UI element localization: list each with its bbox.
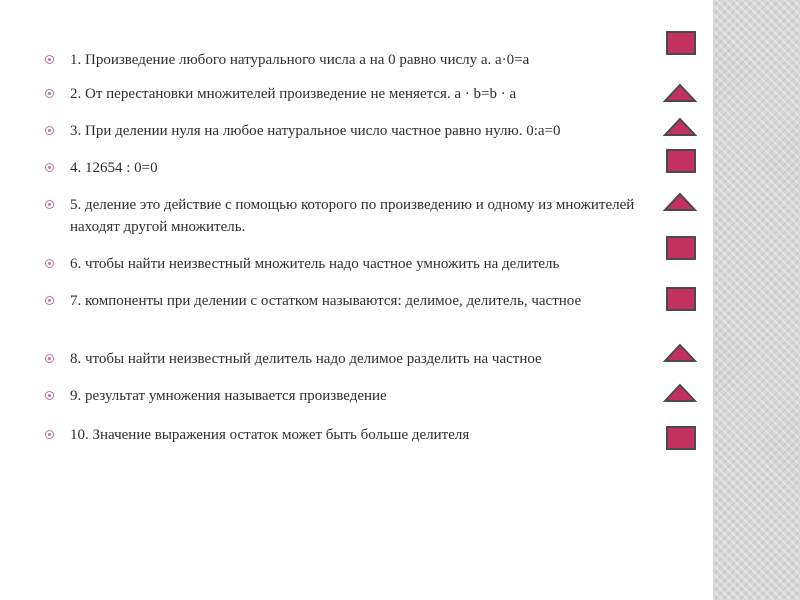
bullet-icon: [45, 126, 54, 135]
statement-text: 12654 : 0=0: [85, 160, 158, 176]
bullet-icon: [45, 296, 54, 305]
statement-number: 10.: [70, 427, 89, 443]
bullet-icon: [45, 200, 54, 209]
square-icon[interactable]: [666, 149, 696, 173]
statement-number: 2.: [70, 86, 82, 102]
square-icon[interactable]: [666, 426, 696, 450]
bullet-icon: [45, 163, 54, 172]
bullet-icon: [45, 89, 54, 98]
triangle-icon[interactable]: [663, 343, 697, 363]
statement-text: Значение выражения остаток может быть больше делителя: [92, 427, 470, 443]
bullet-icon: [45, 354, 54, 363]
statement-text: чтобы найти неизвестный делитель надо делимое разделить на частное: [85, 351, 542, 367]
statement-text: компоненты при делении с остатком называются: делимое, делитель, частное: [85, 293, 582, 309]
statement-number: 5.: [70, 197, 82, 213]
statement-text: Произведение любого натурального числа a на 0 равно числу a. a·0=a: [85, 52, 530, 68]
triangle-icon[interactable]: [663, 192, 697, 212]
statement-text: деление это действие с помощью которого по произведению и одному из множителей находят другой множитель.: [70, 197, 635, 235]
statement-text: чтобы найти неизвестный множитель надо частное умножить на делитель: [85, 256, 560, 272]
statement-number: 1.: [70, 52, 82, 68]
triangle-icon[interactable]: [663, 117, 697, 137]
statement-text: результат умножения называется произведение: [85, 388, 387, 404]
statement-number: 6.: [70, 256, 82, 272]
square-icon[interactable]: [666, 287, 696, 311]
bullet-icon: [45, 391, 54, 400]
statement-number: 4.: [70, 160, 82, 176]
decorative-side-band: [713, 0, 800, 600]
square-icon[interactable]: [666, 31, 696, 55]
bullet-icon: [45, 55, 54, 64]
statement-number: 9.: [70, 388, 82, 404]
square-icon[interactable]: [666, 236, 696, 260]
triangle-icon[interactable]: [663, 83, 697, 103]
statement-number: 8.: [70, 351, 82, 367]
statement-number: 3.: [70, 123, 82, 139]
bullet-icon: [45, 259, 54, 268]
triangle-icon[interactable]: [663, 383, 697, 403]
statement-text: При делении нуля на любое натуральное число частное равно нулю. 0:a=0: [85, 123, 561, 139]
bullet-icon: [45, 430, 54, 439]
statement-text: От перестановки множителей произведение не меняется. a · b=b · a: [85, 86, 517, 102]
statement-number: 7.: [70, 293, 82, 309]
